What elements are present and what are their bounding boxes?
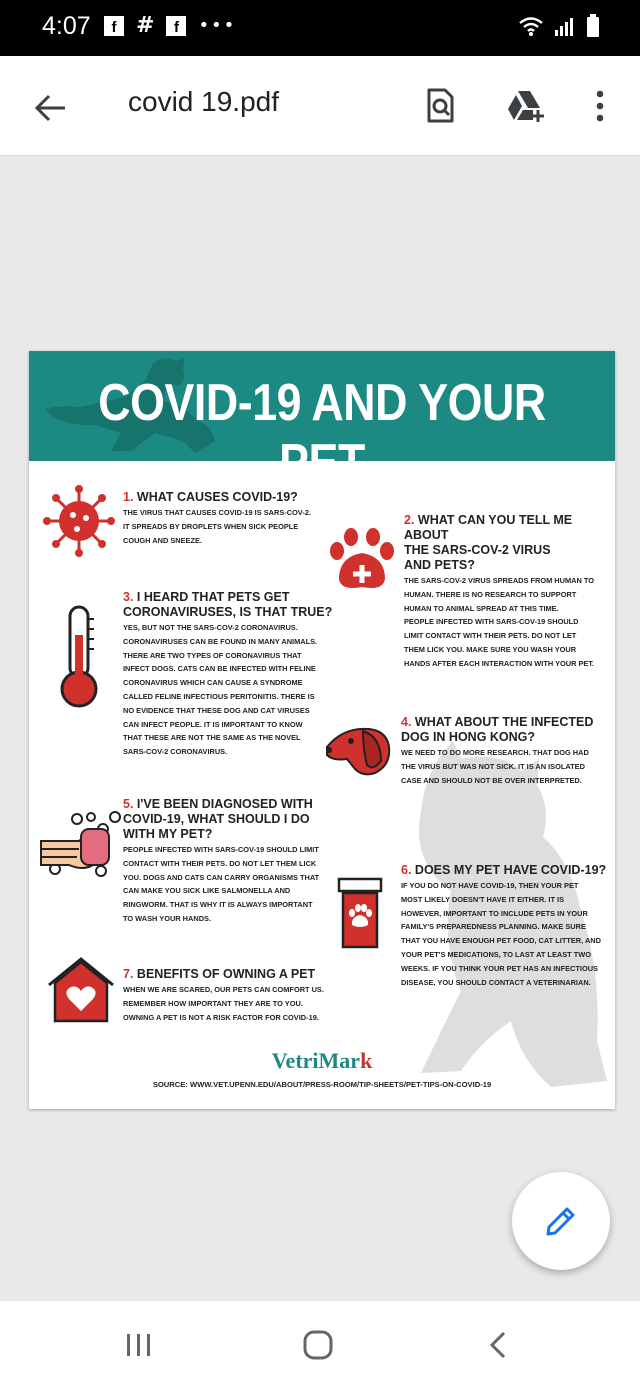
nav-back-button[interactable]	[476, 1323, 520, 1367]
section-4-body	[401, 746, 611, 787]
section-7-body	[123, 983, 363, 1024]
section-5-title-line: WITH MY PET?	[123, 827, 213, 841]
section-3-number: 3.	[123, 590, 134, 604]
section-3-title	[123, 590, 363, 620]
section-4-title-line: DOG IN HONG KONG?	[401, 730, 536, 744]
body-line: TO WASH YOUR HANDS.	[123, 913, 212, 923]
section-6	[401, 863, 611, 989]
body-line: COUGH AND SNEEZE.	[123, 535, 202, 545]
body-line: YOUR PET'S MEDICATIONS, TO LAST AT LEAST TWO	[401, 949, 591, 959]
vetrimark-logo	[29, 1048, 615, 1074]
status-time: 4:07	[42, 12, 91, 40]
section-1-title	[123, 490, 363, 505]
more-dots-icon: •••	[198, 15, 237, 36]
hand-washing-icon	[39, 809, 127, 881]
section-4-number: 4.	[401, 715, 412, 729]
facebook-icon: f	[166, 16, 186, 36]
body-line: THE VIRUS BUT WAS NOT SICK. IT IS AN ISOLATED	[401, 761, 585, 771]
body-line: CONTACT WITH THEIR PETS. DO NOT LET THEM LICK	[123, 858, 317, 868]
section-2-number: 2.	[404, 513, 415, 527]
system-nav-bar	[0, 1300, 640, 1386]
notification-icons	[104, 13, 237, 38]
body-line: THE VIRUS THAT CAUSES COVID-19 IS SARS-COV-2.	[123, 508, 311, 517]
section-2	[404, 513, 614, 671]
section-4-title-line: WHAT ABOUT THE INFECTED	[414, 715, 594, 729]
section-2-body	[404, 574, 614, 671]
body-line: LIMIT CONTACT WITH THEIR PETS. DO NOT LET	[404, 631, 577, 641]
section-5-number: 5.	[123, 797, 134, 811]
grid-icon: #	[136, 13, 155, 38]
section-5-title-line: I'VE BEEN DIAGNOSED WITH	[136, 797, 313, 811]
body-line: CASE AND SHOULD NOT BE OVER INTERPRETED.	[401, 775, 582, 785]
paw-medical-icon	[327, 527, 397, 593]
body-line: WEEKS. IF YOU THINK YOUR PET HAS AN INFECTIOUS	[401, 963, 598, 973]
section-3-title-line: I HEARD THAT PETS GET	[136, 590, 290, 604]
section-6-number: 6.	[401, 863, 412, 877]
body-line: PEOPLE INFECTED WITH SARS-COV-19 SHOULD LIMIT	[123, 845, 319, 854]
section-7	[123, 967, 363, 1024]
body-line: CORONAVIRUS WHICH CAN CAUSE A SYNDROME	[123, 678, 303, 688]
body-line: PEOPLE INFECTED WITH SARS-COV-19 SHOULD	[404, 617, 579, 627]
body-line: CALLED FELINE INFECTIOUS PERITONITIS. THERE IS	[123, 691, 315, 701]
back-arrow-icon	[33, 93, 67, 123]
section-1-number: 1.	[123, 490, 134, 504]
virus-icon	[43, 485, 115, 557]
body-line: THE SARS-COV-2 VIRUS SPREADS FROM HUMAN TO	[404, 576, 594, 585]
find-in-page-icon	[425, 88, 455, 124]
body-line: THERE ARE TWO TYPES OF CORONAVIRUS THAT	[123, 650, 302, 660]
thermometer-icon	[59, 605, 99, 709]
pdf-banner	[29, 351, 615, 492]
body-line: WE NEED TO DO MORE RESEARCH. THAT DOG HAD	[401, 748, 589, 757]
signal-icon	[554, 15, 576, 37]
battery-icon	[586, 14, 600, 38]
body-line: CORONAVIRUSES CAN BE FOUND IN MANY ANIMALS.	[123, 636, 318, 646]
pdf-page[interactable]	[29, 351, 615, 1109]
body-line: THAT YOU HAVE ENOUGH PET FOOD, CAT LITTER, AND	[401, 936, 601, 946]
body-line: THEM LICK YOU. MAKE SURE YOU WASH YOUR	[404, 644, 577, 654]
section-5-title-line: COVID-19, WHAT SHOULD I DO	[123, 812, 310, 826]
section-2-title-line: WHAT CAN YOU TELL ME ABOUT	[404, 513, 573, 542]
body-line: YOU. DOGS AND CATS CAN CARRY ORGANISMS THAT	[123, 872, 320, 882]
back-icon	[488, 1331, 508, 1359]
home-icon	[302, 1329, 334, 1361]
back-button[interactable]	[28, 86, 72, 130]
body-line: FAMILY'S PREPAREDNESS PLANNING. MAKE SURE	[401, 922, 586, 932]
brand-main: VetriMar	[271, 1048, 361, 1073]
body-line: REMEMBER HOW IMPORTANT THEY ARE TO YOU.	[123, 998, 303, 1008]
section-5	[123, 797, 363, 926]
document-title: covid 19.pdf	[128, 86, 279, 117]
wifi-icon	[518, 15, 544, 37]
body-line: YES, BUT NOT THE SARS-COV-2 CORONAVIRUS.	[123, 623, 298, 632]
more-vert-icon	[595, 90, 605, 122]
section-6-title	[401, 863, 611, 878]
body-line: HUMAN. THERE IS NO RESEARCH TO SUPPORT	[404, 589, 577, 599]
body-line: NO EVIDENCE THAT THESE DOG AND CAT VIRUSES	[123, 705, 310, 715]
body-line: INFECT DOGS. CATS CAN BE INFECTED WITH FELINE	[123, 664, 316, 674]
more-options-button[interactable]	[580, 84, 620, 128]
section-3-title-line: CORONAVIRUSES, IS THAT TRUE?	[123, 605, 333, 619]
section-4-title	[401, 715, 611, 745]
pet-house-heart-icon	[45, 955, 117, 1023]
section-4	[401, 715, 611, 787]
section-1-title-line: WHAT CAUSES COVID-19?	[136, 490, 298, 504]
body-line: OWNING A PET IS NOT A RISK FACTOR FOR COVID-19.	[123, 1012, 319, 1022]
recents-icon	[125, 1332, 153, 1358]
body-line: DISEASE, YOU SHOULD CONTACT A VETERINARIAN.	[401, 977, 591, 987]
home-button[interactable]	[296, 1323, 340, 1367]
pdf-title: COVID-19 AND YOUR PET	[98, 374, 546, 492]
body-line: CAN INFECT PEOPLE. IT IS IMPORTANT TO KNOW	[123, 719, 303, 729]
find-in-page-button[interactable]	[418, 84, 462, 128]
body-line: IF YOU DO NOT HAVE COVID-19, THEN YOUR PET	[401, 881, 579, 890]
section-2-title-line: THE SARS-COV-2 VIRUS	[404, 543, 551, 557]
body-line: CAN MAKE YOU SICK LIKE SALMONELLA AND	[123, 886, 291, 896]
app-bar	[0, 56, 640, 156]
source-line: SOURCE: WWW.VET.UPENN.EDU/ABOUT/PRESS-ROOM/TIP-SHEETS/PET-TIPS-ON-COVID-19	[152, 1080, 492, 1089]
edit-pencil-icon	[544, 1204, 578, 1238]
body-line: IT SPREADS BY DROPLETS WHEN SICK PEOPLE	[123, 521, 299, 531]
brand-accent: k	[360, 1048, 373, 1073]
system-icons	[518, 14, 600, 38]
body-line: HUMAN TO ANIMAL SPREAD AT THIS TIME.	[404, 603, 559, 613]
recents-button[interactable]	[117, 1323, 161, 1367]
section-7-title	[123, 967, 363, 982]
dog-head-icon	[323, 721, 395, 777]
section-2-title-line: AND PETS?	[404, 558, 475, 572]
body-line: RINGWORM. THAT IS WHY IT IS ALWAYS IMPORTANT	[123, 900, 313, 910]
body-line: WHEN WE ARE SCARED, OUR PETS CAN COMFORT US.	[123, 985, 324, 994]
section-5-body	[123, 843, 363, 926]
section-6-title-line: DOES MY PET HAVE COVID-19?	[414, 863, 607, 877]
drive-add-icon	[505, 88, 547, 124]
body-line: HANDS AFTER EACH INTERACTION WITH YOUR PET.	[404, 658, 595, 668]
body-line: MOST LIKELY DOESN'T HAVE IT EITHER. IT IS	[401, 894, 565, 904]
section-6-body	[401, 879, 611, 989]
pet-medicine-bottle-icon	[337, 877, 383, 949]
body-line: SARS-COV-2 CORONAVIRUS.	[123, 747, 228, 757]
section-7-number: 7.	[123, 967, 134, 981]
body-line: THAT THESE ARE NOT THE SAME AS THE NOVEL	[123, 733, 301, 743]
add-to-drive-button[interactable]	[502, 84, 550, 128]
facebook-icon: f	[104, 16, 124, 36]
status-bar	[0, 0, 640, 56]
section-2-title	[404, 513, 614, 573]
body-line: HOWEVER, IMPORTANT TO INCLUDE PETS IN YOUR	[401, 908, 588, 918]
section-7-title-line: BENEFITS OF OWNING A PET	[136, 967, 316, 981]
edit-fab-button[interactable]	[512, 1172, 610, 1270]
section-5-title	[123, 797, 363, 842]
